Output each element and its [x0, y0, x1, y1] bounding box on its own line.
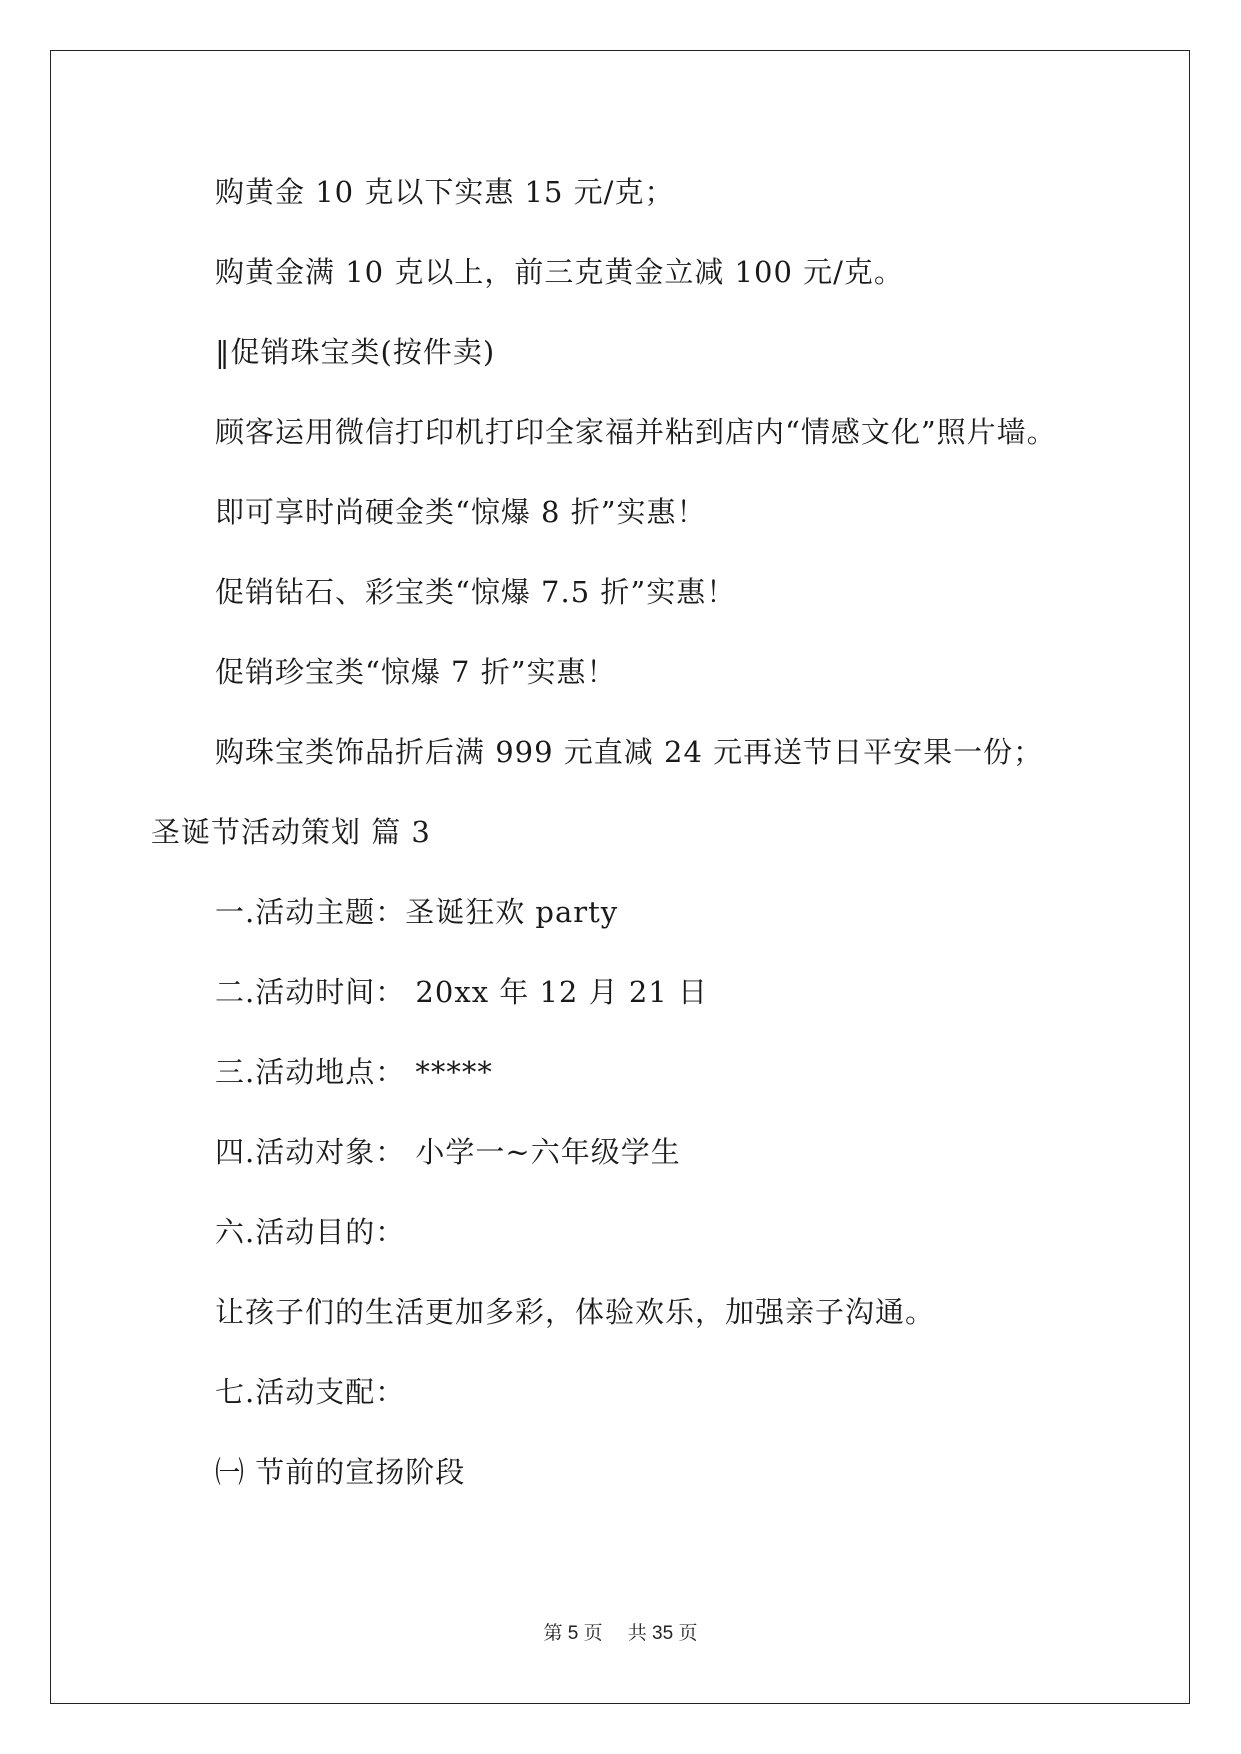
section-title: 圣诞节活动策划 篇 3: [151, 815, 431, 849]
activity-arrangement-label: 七.活动支配：: [215, 1375, 406, 1409]
gold-under-10g-line: 购黄金 10 克以下实惠 15 元/克；: [215, 175, 675, 209]
page-total: 共 35 页: [627, 1623, 698, 1644]
photo-wall-line: 顾客运用微信打印机打印全家福并粘到店内“情感文化”照片墙。: [215, 415, 1057, 449]
jewelry-promo-heading: ‖促销珠宝类(按件卖): [215, 335, 496, 369]
pre-holiday-stage: ㈠ 节前的宣扬阶段: [215, 1455, 466, 1489]
page-footer: [0, 1618, 1241, 1645]
activity-time: 二.活动时间： 20xx 年 12 月 21 日: [215, 975, 708, 1009]
activity-audience: 四.活动对象： 小学一~六年级学生: [215, 1135, 681, 1169]
treasure-discount-line: 促销珍宝类“惊爆 7 折”实惠！: [215, 655, 617, 689]
jewelry-reduction-line: 购珠宝类饰品折后满 999 元直减 24 元再送节日平安果一份；: [215, 735, 1044, 769]
activity-purpose-text: 让孩子们的生活更加多彩，体验欢乐，加强亲子沟通。: [215, 1295, 936, 1329]
diamond-discount-line: 促销钻石、彩宝类“惊爆 7.5 折”实惠！: [215, 575, 737, 609]
gold-over-10g-line: 购黄金满 10 克以上，前三克黄金立减 100 元/克。: [215, 255, 904, 289]
activity-location: 三.活动地点： *****: [215, 1055, 493, 1089]
activity-purpose-label: 六.活动目的：: [215, 1215, 406, 1249]
activity-theme: 一.活动主题：圣诞狂欢 party: [215, 895, 619, 929]
page-number: 第 5 页: [543, 1623, 603, 1644]
hard-gold-discount-line: 即可享时尚硬金类“惊爆 8 折”实惠！: [215, 495, 707, 529]
